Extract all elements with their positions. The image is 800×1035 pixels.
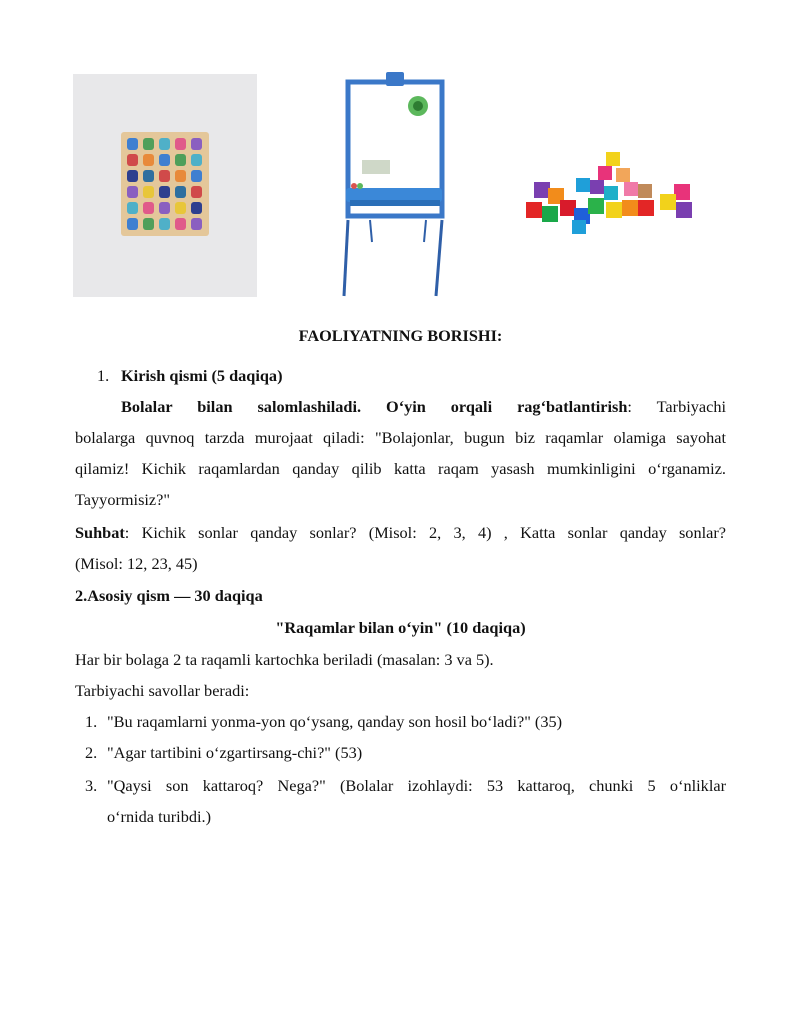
list-item-continuation: o‘rnida turibdi.) (107, 807, 211, 826)
puzzle-tile (127, 218, 138, 230)
puzzle-tile (175, 154, 186, 166)
puzzle-tile (159, 170, 170, 182)
list-item-text: "Qaysi son kattaroq? Nega?" (Bolalar izohlaydi: 53 kattaroq, chunki 5 o‘nliklar (107, 776, 726, 795)
easel-board-icon (330, 70, 460, 298)
puzzle-tile (175, 218, 186, 230)
section-1-heading: Kirish qismi (5 daqiqa) (121, 366, 283, 385)
intro-lead-bold: Bolalar bilan salomlashiladi. O‘yin orqali rag‘batlantirish (121, 397, 628, 416)
colorful-blocks-icon (520, 148, 700, 240)
section-2-line-2: Tarbiyachi savollar beradi: (75, 681, 250, 700)
intro-lead-rest: : Tarbiyachi (627, 397, 726, 416)
puzzle-tile (175, 202, 186, 214)
section-2-title: 2.Asosiy qism — 30 daqiqa (75, 586, 263, 605)
number-puzzle-board-icon (73, 74, 257, 297)
puzzle-tile (143, 170, 154, 182)
suhbat-line-1 (75, 517, 726, 548)
puzzle-tile (175, 170, 186, 182)
puzzle-tile (191, 154, 202, 166)
list-item-number: 1. (85, 712, 98, 731)
intro-line-3: Tayyormisiz?" (75, 490, 171, 509)
puzzle-tile (191, 186, 202, 198)
suhbat-label: Suhbat (75, 523, 125, 542)
puzzle-tile (191, 170, 202, 182)
puzzle-tile (143, 202, 154, 214)
section-2-subtitle: "Raqamlar bilan o‘yin" (10 daqiqa) (275, 618, 526, 637)
page-title: FAOLIYATNING BORISHI: (298, 326, 503, 345)
intro-line-1: bolalarga quvnoq tarzda murojaat qiladi: "Bolajonlar, bugun biz raqamlar olamiga sayohat (75, 428, 726, 447)
intro-line-2: qilamiz! Kichik raqamlardan qanday qilib katta raqam yasash mumkinligini o‘rganamiz. (75, 459, 726, 478)
puzzle-tile (127, 170, 138, 182)
puzzle-tile (175, 186, 186, 198)
puzzle-tile (159, 154, 170, 166)
puzzle-tile (191, 218, 202, 230)
puzzle-tile (191, 138, 202, 150)
puzzle-tile (127, 202, 138, 214)
puzzle-tile (191, 202, 202, 214)
puzzle-tile (159, 218, 170, 230)
puzzle-tile (175, 138, 186, 150)
suhbat-line-2: (Misol: 12, 23, 45) (75, 554, 198, 573)
suhbat-text: : Kichik sonlar qanday sonlar? (Misol: 2, 3, 4) , Katta sonlar qanday sonlar? (124, 523, 726, 542)
puzzle-tile (127, 138, 138, 150)
puzzle-tile (159, 202, 170, 214)
puzzle-tile (143, 154, 154, 166)
puzzle-tile (143, 218, 154, 230)
puzzle-tile (127, 154, 138, 166)
puzzle-tile (127, 186, 138, 198)
list-item-text: "Bu raqamlarni yonma-yon qo‘ysang, qanday son hosil bo‘ladi?" (35) (107, 712, 563, 731)
puzzle-tile (159, 138, 170, 150)
section-1-number: 1. (97, 366, 110, 385)
list-item-number: 3. (85, 776, 98, 795)
puzzle-tile (143, 138, 154, 150)
puzzle-tile (159, 186, 170, 198)
intro-lead-line (121, 391, 726, 422)
puzzle-tile (143, 186, 154, 198)
list-item-text: "Agar tartibini o‘zgartirsang-chi?" (53) (107, 743, 363, 762)
list-item-number: 2. (85, 743, 98, 762)
section-2-line-1: Har bir bolaga 2 ta raqamli kartochka beriladi (masalan: 3 va 5). (75, 650, 494, 669)
